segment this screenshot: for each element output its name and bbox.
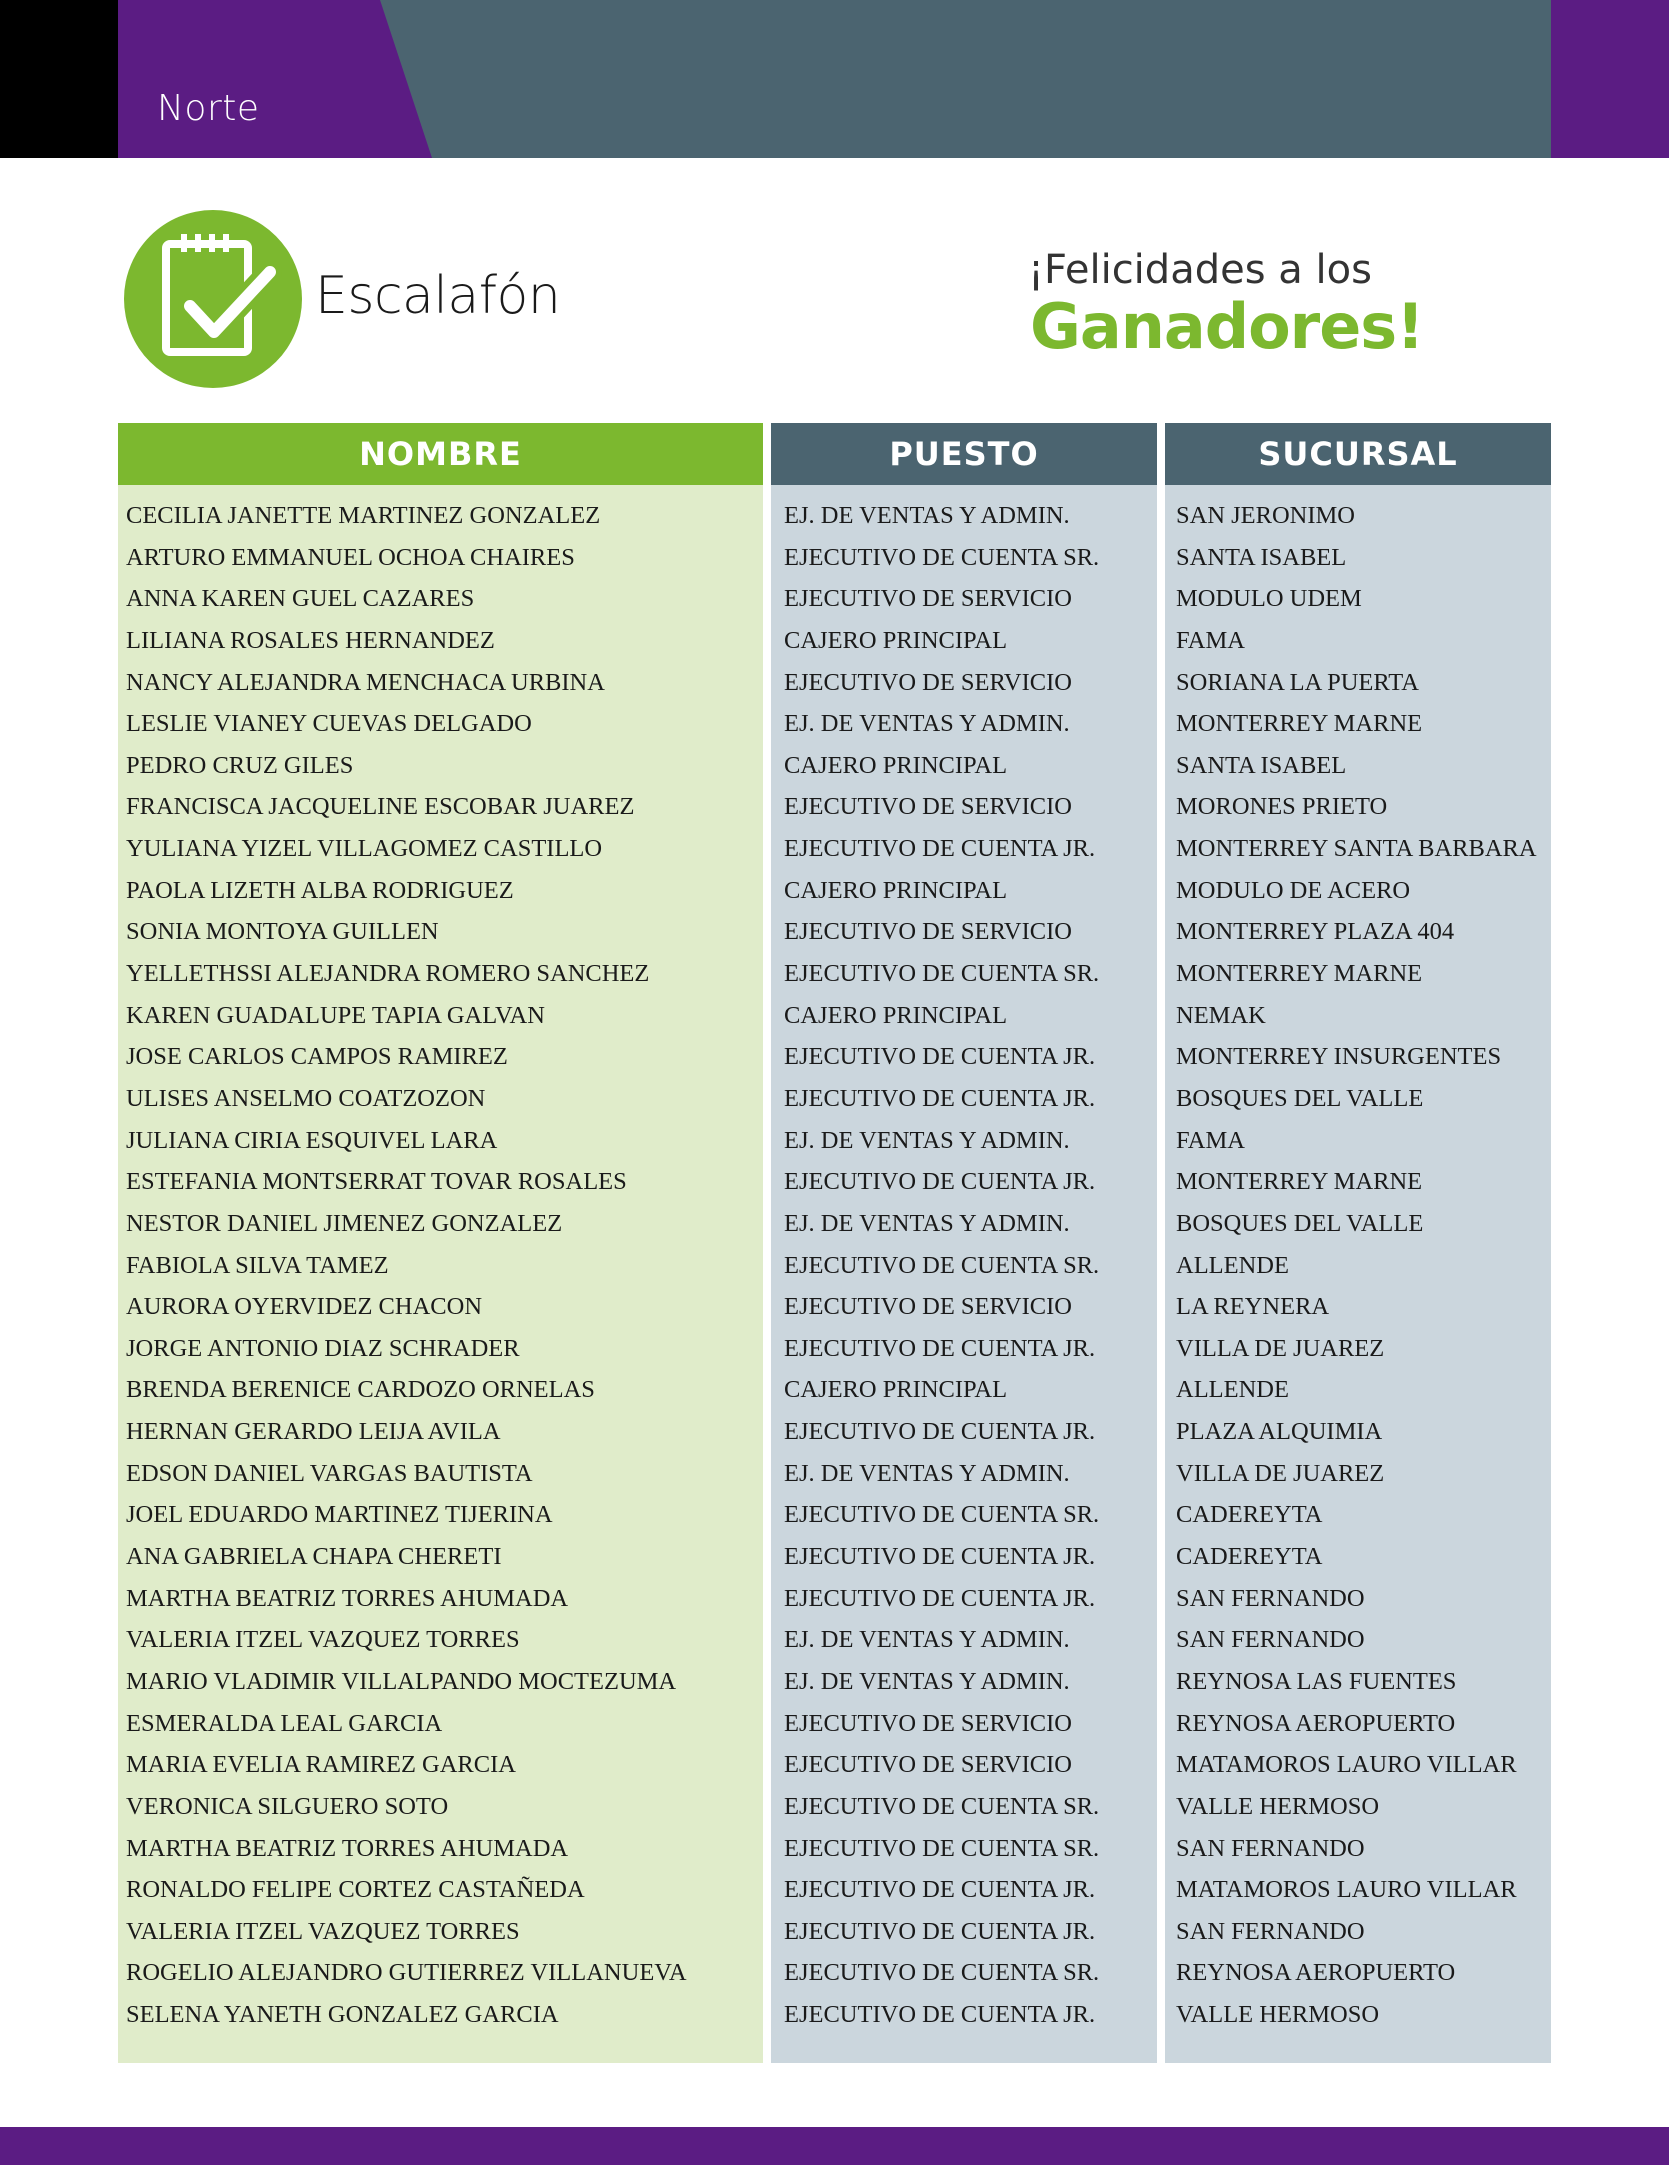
sucursal-cell: ALLENDE [1176, 1251, 1289, 1279]
nombre-cell: VALERIA ITZEL VAZQUEZ TORRES [126, 1917, 520, 1945]
nombre-cell: JULIANA CIRIA ESQUIVEL LARA [126, 1126, 498, 1154]
section-title: Escalafón [315, 266, 561, 326]
congrats-line: ¡Felicidades a los [1028, 247, 1372, 293]
nombre-cell: CECILIA JANETTE MARTINEZ GONZALEZ [126, 502, 601, 529]
nombre-cell: ROGELIO ALEJANDRO GUTIERREZ VILLANUEVA [126, 1959, 687, 1987]
puesto-cell: EJECUTIVO DE CUENTA JR. [784, 1543, 1096, 1571]
puesto-cell: EJECUTIVO DE SERVICIO [784, 1709, 1072, 1737]
nombre-cell: HERNAN GERARDO LEIJA AVILA [126, 1418, 501, 1446]
puesto-cell: EJECUTIVO DE SERVICIO [784, 1751, 1072, 1779]
puesto-cell: EJECUTIVO DE CUENTA SR. [784, 1251, 1100, 1279]
nombre-cell: BRENDA BERENICE CARDOZO ORNELAS [126, 1376, 595, 1404]
sucursal-cell: REYNOSA AEROPUERTO [1176, 1959, 1456, 1987]
winners-heading: Ganadores! [1030, 290, 1424, 363]
puesto-cell: EJ. DE VENTAS Y ADMIN. [784, 1126, 1070, 1154]
column-body-puesto [771, 485, 1157, 2063]
sucursal-cell: SAN FERNANDO [1176, 1584, 1365, 1612]
sucursal-cell: ALLENDE [1176, 1376, 1289, 1404]
sucursal-cell: MONTERREY MARNE [1176, 960, 1423, 988]
region-label: Norte [157, 88, 260, 129]
nombre-cell: ULISES ANSELMO COATZOZON [126, 1084, 486, 1112]
nombre-cell: VERONICA SILGUERO SOTO [126, 1792, 449, 1820]
nombre-cell: LESLIE VIANEY CUEVAS DELGADO [126, 710, 532, 738]
sucursal-cell: MODULO DE ACERO [1176, 876, 1411, 904]
column-nombre [118, 423, 763, 2063]
puesto-cell: EJECUTIVO DE CUENTA SR. [784, 543, 1100, 571]
nombre-cell: SELENA YANETH GONZALEZ GARCIA [126, 2001, 559, 2029]
nombre-cell: AURORA OYERVIDEZ CHACON [126, 1293, 483, 1321]
nombre-cell: MARTHA BEATRIZ TORRES AHUMADA [126, 1584, 569, 1612]
nombre-cell: ARTURO EMMANUEL OCHOA CHAIRES [126, 543, 575, 571]
sucursal-cell: SAN FERNANDO [1176, 1917, 1365, 1945]
sucursal-cell: MONTERREY MARNE [1176, 1168, 1423, 1196]
puesto-cell: CAJERO PRINCIPAL [784, 1376, 1008, 1404]
header-puesto: PUESTO [771, 423, 1157, 485]
notepad-check-icon [124, 210, 302, 388]
nombre-cell: YELLETHSSI ALEJANDRA ROMERO SANCHEZ [126, 960, 650, 988]
puesto-cell: CAJERO PRINCIPAL [784, 876, 1008, 904]
nombre-cell: FRANCISCA JACQUELINE ESCOBAR JUAREZ [126, 793, 635, 821]
puesto-cell: EJ. DE VENTAS Y ADMIN. [784, 1667, 1070, 1695]
nombre-cell: YULIANA YIZEL VILLAGOMEZ CASTILLO [126, 835, 603, 863]
sucursal-cell: VALLE HERMOSO [1176, 2001, 1380, 2029]
puesto-cell: EJECUTIVO DE CUENTA JR. [784, 1168, 1096, 1196]
nombre-cell: RONALDO FELIPE CORTEZ CASTAÑEDA [126, 1876, 585, 1904]
sucursal-cell: FAMA [1176, 626, 1245, 654]
puesto-cell: EJ. DE VENTAS Y ADMIN. [784, 1209, 1070, 1237]
sucursal-cell: LA REYNERA [1176, 1293, 1330, 1321]
puesto-cell: EJECUTIVO DE CUENTA JR. [784, 1876, 1096, 1904]
nombre-cell: ANNA KAREN GUEL CAZARES [126, 585, 475, 613]
puesto-cell: EJECUTIVO DE SERVICIO [784, 793, 1072, 821]
nombre-cell: EDSON DANIEL VARGAS BAUTISTA [126, 1459, 533, 1487]
sucursal-cell: CADEREYTA [1176, 1543, 1323, 1571]
sucursal-cell: MATAMOROS LAURO VILLAR [1176, 1751, 1517, 1779]
sucursal-cell: MATAMOROS LAURO VILLAR [1176, 1876, 1517, 1904]
header-sucursal: SUCURSAL [1165, 423, 1551, 485]
sucursal-cell: MONTERREY INSURGENTES [1176, 1043, 1502, 1071]
puesto-cell: EJ. DE VENTAS Y ADMIN. [784, 710, 1070, 738]
puesto-cell: CAJERO PRINCIPAL [784, 751, 1008, 779]
puesto-cell: EJECUTIVO DE CUENTA SR. [784, 1959, 1100, 1987]
puesto-cell: EJECUTIVO DE CUENTA JR. [784, 1334, 1096, 1362]
puesto-cell: EJECUTIVO DE CUENTA SR. [784, 1501, 1100, 1529]
sucursal-cell: SAN JERONIMO [1176, 502, 1356, 529]
nombre-cell: NANCY ALEJANDRA MENCHACA URBINA [126, 668, 605, 696]
sucursal-cell: REYNOSA LAS FUENTES [1176, 1667, 1457, 1695]
puesto-cell: EJ. DE VENTAS Y ADMIN. [784, 1459, 1070, 1487]
puesto-cell: EJECUTIVO DE CUENTA JR. [784, 1418, 1096, 1446]
nombre-cell: LILIANA ROSALES HERNANDEZ [126, 626, 495, 654]
nombre-cell: MARIO VLADIMIR VILLALPANDO MOCTEZUMA [126, 1667, 677, 1695]
sucursal-cell: SORIANA LA PUERTA [1176, 668, 1419, 696]
sucursal-cell: SANTA ISABEL [1176, 543, 1347, 571]
sucursal-cell: SAN FERNANDO [1176, 1834, 1365, 1862]
nombre-cell: MARIA EVELIA RAMIREZ GARCIA [126, 1751, 516, 1779]
nombre-cell: SONIA MONTOYA GUILLEN [126, 918, 439, 946]
nombre-cell: JOSE CARLOS CAMPOS RAMIREZ [126, 1043, 508, 1071]
nombre-cell: ANA GABRIELA CHAPA CHERETI [126, 1543, 502, 1571]
puesto-cell: EJECUTIVO DE CUENTA JR. [784, 1084, 1096, 1112]
nombre-cell: KAREN GUADALUPE TAPIA GALVAN [126, 1001, 545, 1029]
header-banner [0, 0, 1669, 158]
sucursal-cell: FAMA [1176, 1126, 1245, 1154]
puesto-cell: EJECUTIVO DE SERVICIO [784, 668, 1072, 696]
puesto-cell: CAJERO PRINCIPAL [784, 1001, 1008, 1029]
sucursal-cell: VALLE HERMOSO [1176, 1792, 1380, 1820]
footer-bar [0, 2127, 1669, 2165]
nombre-cell: PEDRO CRUZ GILES [126, 751, 354, 779]
sucursal-cell: SAN FERNANDO [1176, 1626, 1365, 1654]
nombre-cell: VALERIA ITZEL VAZQUEZ TORRES [126, 1626, 520, 1654]
puesto-cell: EJECUTIVO DE SERVICIO [784, 918, 1072, 946]
sucursal-cell: MONTERREY SANTA BARBARA [1176, 835, 1537, 863]
sucursal-cell: BOSQUES DEL VALLE [1176, 1084, 1424, 1112]
sucursal-cell: MODULO UDEM [1176, 585, 1362, 613]
sucursal-cell: PLAZA ALQUIMIA [1176, 1418, 1383, 1446]
header-nombre: NOMBRE [118, 423, 763, 485]
puesto-cell: EJECUTIVO DE CUENTA JR. [784, 1917, 1096, 1945]
puesto-cell: EJ. DE VENTAS Y ADMIN. [784, 502, 1070, 529]
puesto-cell: EJECUTIVO DE CUENTA JR. [784, 835, 1096, 863]
puesto-cell: EJECUTIVO DE CUENTA JR. [784, 1584, 1096, 1612]
nombre-cell: ESTEFANIA MONTSERRAT TOVAR ROSALES [126, 1168, 627, 1196]
nombre-cell: FABIOLA SILVA TAMEZ [126, 1251, 389, 1279]
column-puesto [771, 423, 1157, 2063]
nombre-cell: JORGE ANTONIO DIAZ SCHRADER [126, 1334, 520, 1362]
puesto-cell: EJECUTIVO DE CUENTA JR. [784, 1043, 1096, 1071]
sucursal-cell: SANTA ISABEL [1176, 751, 1347, 779]
nombre-cell: ESMERALDA LEAL GARCIA [126, 1709, 443, 1737]
column-sucursal [1165, 423, 1551, 2063]
column-body-sucursal [1165, 485, 1551, 2063]
sucursal-cell: VILLA DE JUAREZ [1176, 1459, 1385, 1487]
sucursal-cell: CADEREYTA [1176, 1501, 1323, 1529]
sucursal-cell: VILLA DE JUAREZ [1176, 1334, 1385, 1362]
nombre-cell: MARTHA BEATRIZ TORRES AHUMADA [126, 1834, 569, 1862]
header-background [0, 0, 1669, 158]
puesto-cell: EJECUTIVO DE CUENTA SR. [784, 1792, 1100, 1820]
nombre-cell: JOEL EDUARDO MARTINEZ TIJERINA [126, 1501, 553, 1529]
puesto-cell: EJ. DE VENTAS Y ADMIN. [784, 1626, 1070, 1654]
sucursal-cell: MONTERREY PLAZA 404 [1176, 918, 1455, 946]
column-body-nombre [118, 485, 763, 2063]
puesto-cell: EJECUTIVO DE CUENTA JR. [784, 2001, 1096, 2029]
puesto-cell: EJECUTIVO DE CUENTA SR. [784, 960, 1100, 988]
sucursal-cell: NEMAK [1176, 1001, 1266, 1029]
puesto-cell: CAJERO PRINCIPAL [784, 626, 1008, 654]
puesto-cell: EJECUTIVO DE SERVICIO [784, 1293, 1072, 1321]
nombre-cell: PAOLA LIZETH ALBA RODRIGUEZ [126, 876, 514, 904]
sucursal-cell: REYNOSA AEROPUERTO [1176, 1709, 1456, 1737]
puesto-cell: EJECUTIVO DE SERVICIO [784, 585, 1072, 613]
sucursal-cell: MONTERREY MARNE [1176, 710, 1423, 738]
sucursal-cell: BOSQUES DEL VALLE [1176, 1209, 1424, 1237]
puesto-cell: EJECUTIVO DE CUENTA SR. [784, 1834, 1100, 1862]
sucursal-cell: MORONES PRIETO [1176, 793, 1388, 821]
nombre-cell: NESTOR DANIEL JIMENEZ GONZALEZ [126, 1209, 563, 1237]
